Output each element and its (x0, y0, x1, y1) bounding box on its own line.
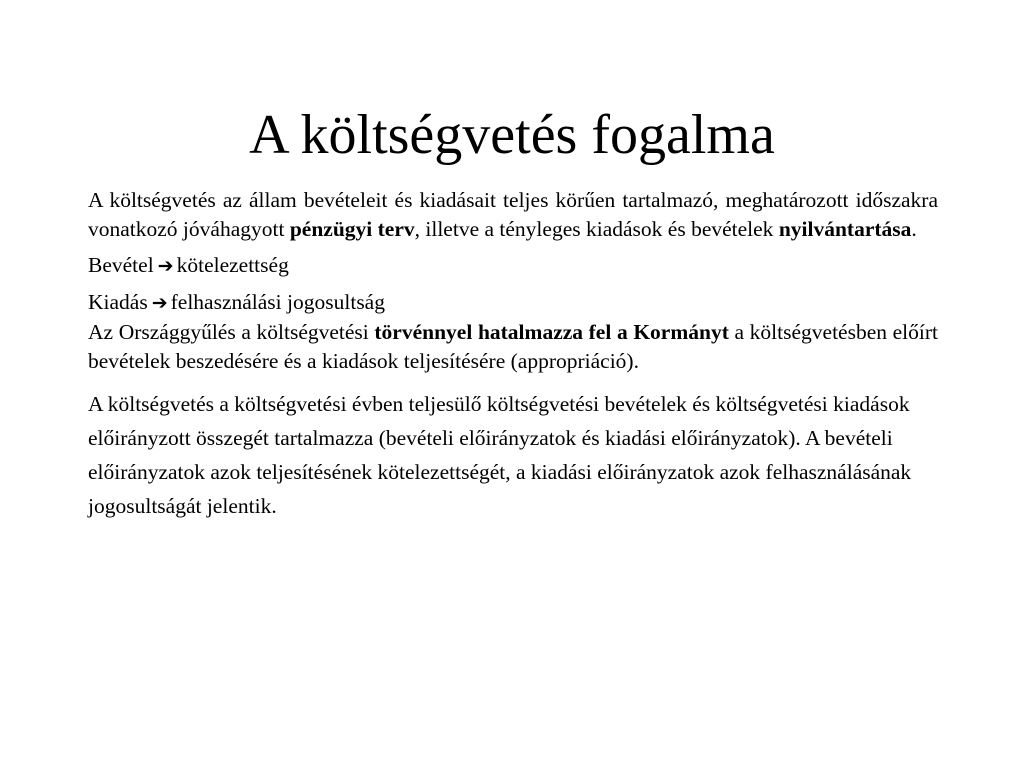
revenue-obligation: kötelezettség (176, 253, 289, 277)
slide-title: A költségvetés fogalma (249, 104, 775, 166)
parliament-text-1: Az Országgyűlés a költségvetési (88, 320, 375, 344)
appropriations-paragraph: A költségvetés a költségvetési évben teljesülő költségvetési bevételek és költségvetési kiadások előirányzott összegét tartalmazza (bevételi előirányzatok és kiadási előirányzatok). A bevételi előirányzatok azok teljesítésének kötelezettségét, a kiadási előirányzatok azok felhasználásának jogosultságát jelentik. (88, 392, 912, 518)
expenditure-label: Kiadás (88, 290, 148, 314)
revenue-line (88, 251, 938, 281)
definition-bold-financial-plan: pénzügyi terv (289, 217, 415, 241)
definition-text-3: . (911, 217, 917, 241)
definition-paragraph (88, 186, 938, 244)
expenditure-line (88, 288, 938, 318)
arrow-right-icon: ➔ (157, 255, 174, 277)
parliament-bold-authorization: törvénnyel hatalmazza fel a Kormányt (374, 320, 729, 344)
expenditure-entitlement: felhasználási jogosultság (170, 290, 385, 314)
revenue-label: Bevétel (88, 253, 154, 277)
definition-bold-records: nyilvántartása (778, 217, 912, 241)
slide-body (88, 186, 938, 523)
definition-text-2: , illetve a tényleges kiadások és bevételek (414, 217, 779, 241)
definition-text-1: A költségvetés az állam bevételeit és kiadásait teljes körűen tartalmazó, meghatározott időszakra vonatkozó jóváhagyott (88, 188, 938, 241)
parliament-paragraph (88, 318, 938, 376)
parliament-text-2: a költségvetésben előírt bevételek beszedésére és a kiadások teljesítésére (appropriáció). (88, 320, 938, 373)
arrow-right-icon: ➔ (151, 292, 168, 314)
